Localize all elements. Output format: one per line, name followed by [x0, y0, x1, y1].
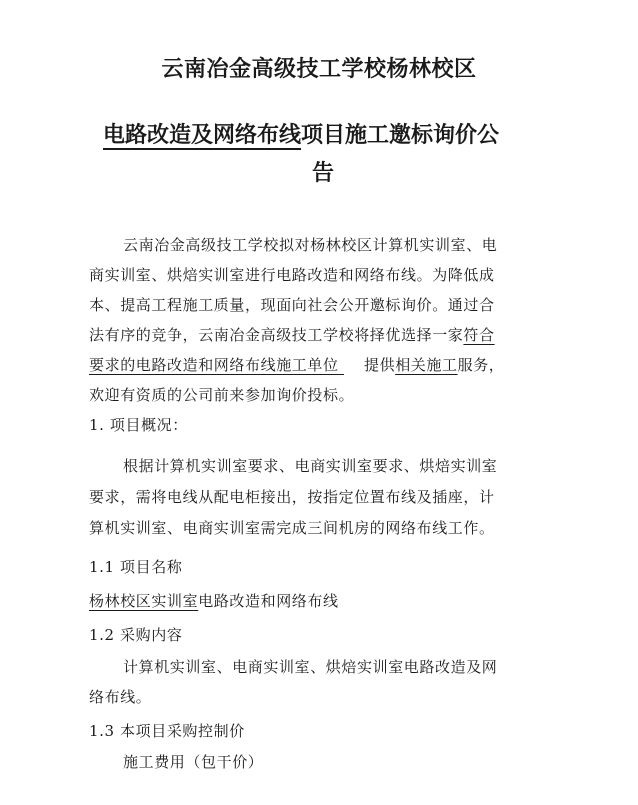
underline-blank	[339, 356, 359, 374]
school-title: 云南冶金高级技工学校杨林校区	[161, 57, 477, 82]
underlined-text: 杨林校区实训室	[89, 592, 199, 610]
paragraph-text: 提供	[363, 356, 396, 374]
paragraph-line: 本、提高工程施工质量，现面向社会公开邀标询价。通过合	[89, 296, 495, 314]
paragraph-line: 欢迎有资质的公司前来参加询价投标。	[89, 386, 355, 404]
paragraph-line: 施工费用（包干价）	[123, 753, 264, 771]
underlined-text: 相关施工	[395, 356, 458, 374]
paragraph-text: 法有序的竞争，云南冶金高级技工学校将择优选择一家	[89, 326, 464, 344]
section-heading: 1.2 采购内容	[89, 626, 183, 644]
paragraph-line: 算机实训室、电商实训室需完成三间机房的网络布线工作。	[89, 519, 495, 537]
paragraph-text: 电路改造和网络布线	[198, 592, 339, 610]
section-heading: 1.1 项目名称	[89, 558, 183, 576]
notice-title-tail: 告	[311, 161, 334, 186]
paragraph-text: 服务，	[457, 356, 505, 374]
section-heading: 1.3 本项目采购控制价	[89, 722, 245, 740]
paragraph-line	[89, 590, 339, 611]
paragraph-line	[89, 354, 504, 375]
underlined-text: 符合	[463, 326, 495, 344]
paragraph-line: 络布线。	[89, 688, 152, 706]
section-heading: 1. 项目概况：	[89, 416, 188, 434]
paragraph-line: 计算机实训室、电商实训室、烘焙实训室电路改造及网	[123, 658, 498, 676]
notice-title	[103, 117, 573, 193]
paragraph-line	[89, 324, 495, 345]
notice-title-rest: 项目施工邀标询价公	[301, 123, 500, 148]
paragraph-line: 要求，需将电线从配电柜接出，按指定位置布线及插座，计	[89, 488, 495, 506]
paragraph-line: 根据计算机实训室要求、电商实训室要求、烘焙实训室	[123, 457, 498, 475]
paragraph-line: 云南冶金高级技工学校拟对杨林校区计算机实训室、电	[123, 236, 498, 254]
underlined-text: 要求的电路改造和网络布线施工单位	[89, 356, 339, 374]
paragraph-line: 商实训室、烘焙实训室进行电路改造和网络布线。为降低成	[89, 266, 495, 284]
notice-title-underlined: 电路改造及网络布线	[103, 123, 302, 148]
